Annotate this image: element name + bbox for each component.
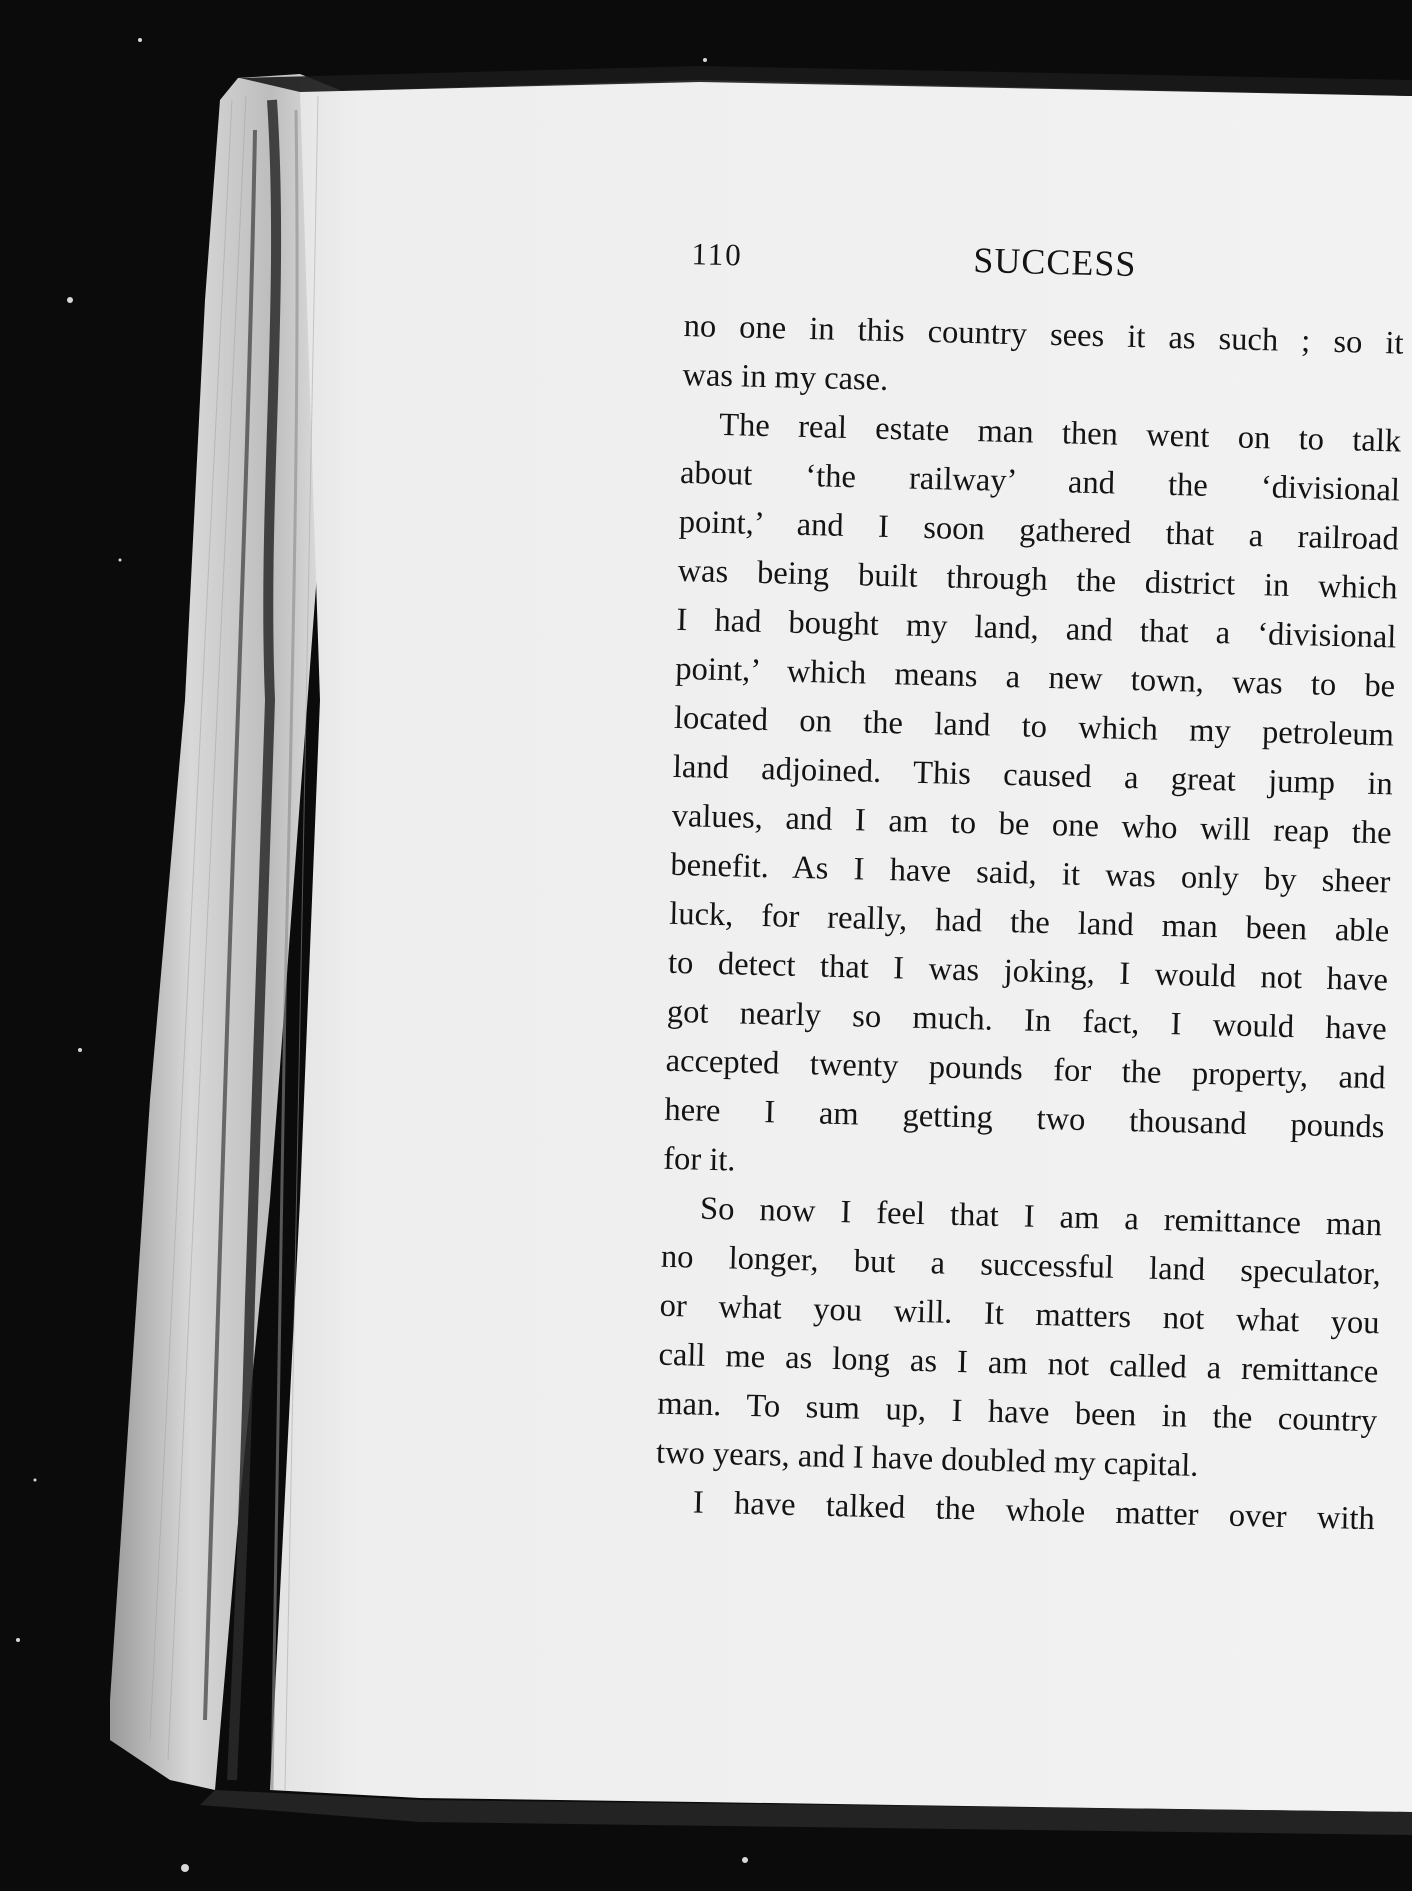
text-line: was being built through the district in which [677, 552, 1398, 607]
text-line: call me as long as I am not called a remittance [658, 1336, 1379, 1391]
text-line: or what you will. It matters not what you [659, 1287, 1380, 1342]
page-number: 110 [691, 236, 744, 273]
text-line: about ‘the railway’ and the ‘divisional [679, 454, 1401, 509]
text-line: located on the land to which my petroleum [673, 699, 1395, 754]
text-line: benefit. As I have said, it was only by sheer [670, 846, 1391, 901]
text-line: luck, for really, had the land man been able [668, 895, 1390, 950]
text-line: here I am getting two thousand pounds [664, 1091, 1385, 1146]
text-line: no one in this country sees it as such ; so it [683, 307, 1404, 362]
running-title: SUCCESS [972, 240, 1137, 285]
text-line: no longer, but a successful land speculator, [660, 1238, 1382, 1293]
text-line: point,’ which means a new town, was to be [674, 650, 1396, 705]
text-line: was in my case. [682, 356, 889, 398]
text-line: I have talked the whole matter over with [692, 1484, 1376, 1538]
text-line: point,’ and I soon gathered that a railroad [678, 503, 1400, 558]
text-line: accepted twenty pounds for the property, and [665, 1042, 1386, 1097]
text-line: for it. [662, 1140, 736, 1179]
text-line: The real estate man then went on to talk [718, 406, 1402, 460]
text-line: I had bought my land, and that a ‘divisional [676, 601, 1397, 656]
body-text [654, 302, 1404, 1544]
page-text-block [654, 232, 1405, 1544]
text-line: got nearly so much. In fact, I would have [666, 993, 1388, 1048]
text-line: land adjoined. This caused a great jump in [672, 748, 1394, 803]
text-line: to detect that I was joking, I would not have [667, 944, 1389, 999]
text-line: values, and I am to be one who will reap the [671, 797, 1392, 852]
text-line: man. To sum up, I have been in the country [656, 1385, 1378, 1440]
text-line: So now I feel that I am a remittance man [699, 1190, 1383, 1244]
text-line: two years, and I have doubled my capital. [655, 1434, 1199, 1484]
